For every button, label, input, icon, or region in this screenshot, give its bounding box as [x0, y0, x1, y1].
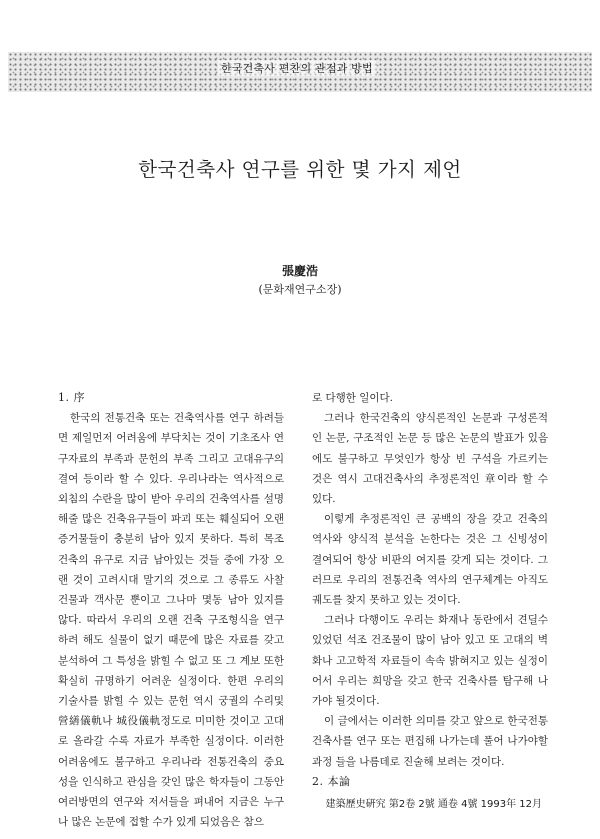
section-banner-label: 한국건축사 편찬의 관점과 방법 [218, 60, 376, 76]
author-name: 張慶浩 [281, 264, 318, 278]
body-column-right [312, 388, 548, 792]
body-paragraph: 한국의 전통건축 또는 건축역사를 연구 하려들면 제일먼저 어려움에 부닥치는 것이 기초조사 연구자료의 부족과 문헌의 부족 그리고 고대유구의 결여 등이라 할 수 있다. 우리나라는 역사적으로 외침의 수란을 많이 받아 우리의 건축역사를 설명해줄 많은 건축유구들이 파괴 또는 훼실되어 오랜 증거물들이 충분히 남아 있지 못하다. 특히 목조건축의 유구로 지금 남아있는 것들 중에 가장 오랜 것이 고려시대 말기의 것으로 그 종류도 사찰건물과 객사문 뿐이고 그나마 몇동 남아 있지를 않다. 따라서 우리의 오랜 건축 구조형식을 연구하려 해도 실물이 없기 때문에 많은 자료를 갖고 분석하여 그 특성을 밝힐 수 없고 또 그 계보 또한 확실히 규명하기 어려운 실정이다. 한편 우리의 기술사를 밝힐 수 있는 문헌 역시 궁궐의 수리및 營繕儀軌나 城役儀軌정도로 미미한 것이고 고대로 올라갈 수록 자료가 부족한 실정이다. 이러한 어려움에도 불구하고 우리나라 전통건축의 중요성을 인식하고 관심을 갖인 많은 학자들이 그동안 여러방면의 연구와 저서들을 펴내어 지금은 누구나 많은 논문에 접할 수가 있게 되었음은 참으 [58, 412, 284, 829]
body-paragraph: 이렇게 추정론적인 큰 공백의 장을 갖고 건축의 역사와 양식적 분석을 논한다는 것은 그 신빙성이 결여되어 항상 비판의 여지를 갖게 되는 것이다. 그러므로 우리의 전통건축 역사의 연구체계는 아직도 궤도를 찾지 못하고 있는 것이다. [312, 513, 548, 607]
author-affiliation: (문화재연구소장) [258, 283, 342, 296]
section-heading-main: 2. 本論 [312, 774, 351, 788]
body-paragraph-continuation: 로 다행한 일이다. [312, 392, 394, 404]
body-paragraph: 그러나 다행이도 우리는 화재나 동란에서 견딜수 있었던 석조 건조물이 많이 남아 있고 또 고대의 벽화나 고고학적 자료들이 속속 밝혀지고 있는 실정이어서 우리는 희망을 갖고 한국 건축사를 탐구해 나가야 될것이다. [312, 614, 548, 708]
body-column-left [58, 388, 284, 832]
journal-citation-footer: 建築歷史硏究 第2卷 2號 通卷 4號 1993年 12月 [325, 799, 542, 810]
body-paragraph: 이 글에서는 이러한 의미를 갖고 앞으로 한국전통건축사를 연구 또는 편집해 나가는데 풀어 나가야할 과정 들을 나름데로 진술해 보려는 것이다. [312, 715, 548, 768]
body-paragraph: 그러나 한국건축의 양식론적인 논문과 구성론적인 논문, 구조적인 논문 등 많은 논문의 발표가 있음에도 불구하고 무엇인가 항상 빈 구석을 가르키는 것은 역시 고대건축사의 추정론적인 章이라 할 수 있다. [312, 412, 548, 506]
section-heading-introduction: 1. 序 [58, 391, 85, 404]
paper-title: 한국건축사 연구를 위한 몇 가지 제언 [138, 158, 462, 181]
